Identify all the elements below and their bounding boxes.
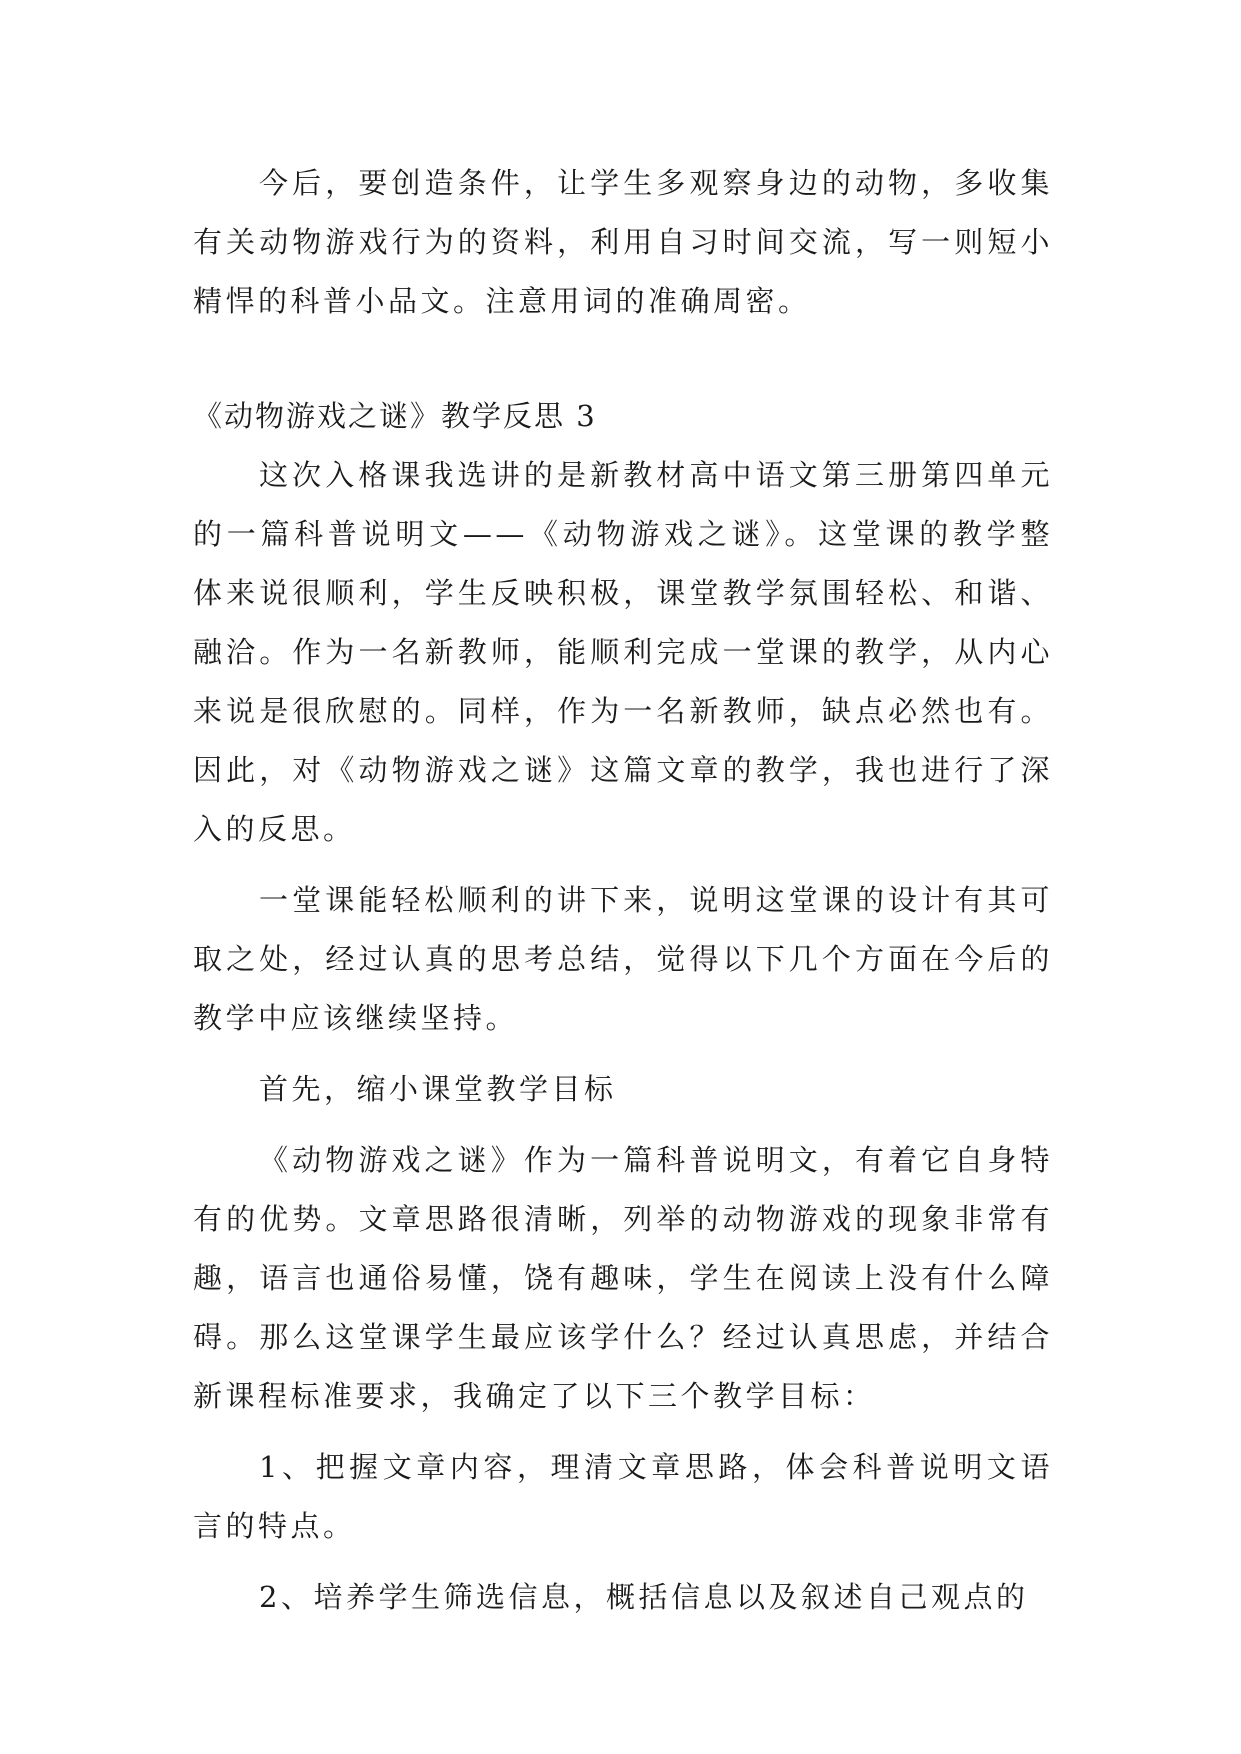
document-page [193, 154, 1053, 1627]
section-heading: 《动物游戏之谜》教学反思 3 [193, 399, 597, 433]
paragraph-goal-1: 1、把握文章内容，理清文章思路，体会科普说明文语言的特点。 [193, 1450, 1053, 1543]
spacer [193, 859, 1053, 871]
spacer [193, 1426, 1053, 1438]
paragraph-summary: 一堂课能轻松顺利的讲下来，说明这堂课的设计有其可取之处，经过认真的思考总结，觉得以下几个方面在今后的教学中应该继续坚持。 [193, 883, 1053, 1035]
spacer [193, 1119, 1053, 1131]
paragraph-goals: 《动物游戏之谜》作为一篇科普说明文，有着它自身特有的优势。文章思路很清晰，列举的动物游戏的现象非常有趣，语言也通俗易懂，饶有趣味，学生在阅读上没有什么障碍。那么这堂课学生最应该学什么？经过认真思虑，并结合新课程标准要求，我确定了以下三个教学目标： [193, 1143, 1053, 1413]
spacer [193, 1556, 1053, 1568]
paragraph-goal-2: 2、培养学生筛选信息，概括信息以及叙述自己观点的 [259, 1580, 1029, 1614]
spacer [193, 1048, 1053, 1060]
paragraph-subheading: 首先，缩小课堂教学目标 [259, 1072, 617, 1106]
paragraph-intro: 这次入格课我选讲的是新教材高中语文第三册第四单元的一篇科普说明文——《动物游戏之谜》。这堂课的教学整体来说很顺利，学生反映积极，课堂教学氛围轻松、和谐、融洽。作为一名新教师，能顺利完成一堂课的教学，从内心来说是很欣慰的。同样，作为一名新教师，缺点必然也有。因此，对《动物游戏之谜》这篇文章的教学，我也进行了深入的反思。 [193, 458, 1053, 846]
paragraph-closing: 今后，要创造条件，让学生多观察身边的动物，多收集有关动物游戏行为的资料，利用自习时间交流，写一则短小精悍的科普小品文。注意用词的准确周密。 [193, 166, 1053, 318]
